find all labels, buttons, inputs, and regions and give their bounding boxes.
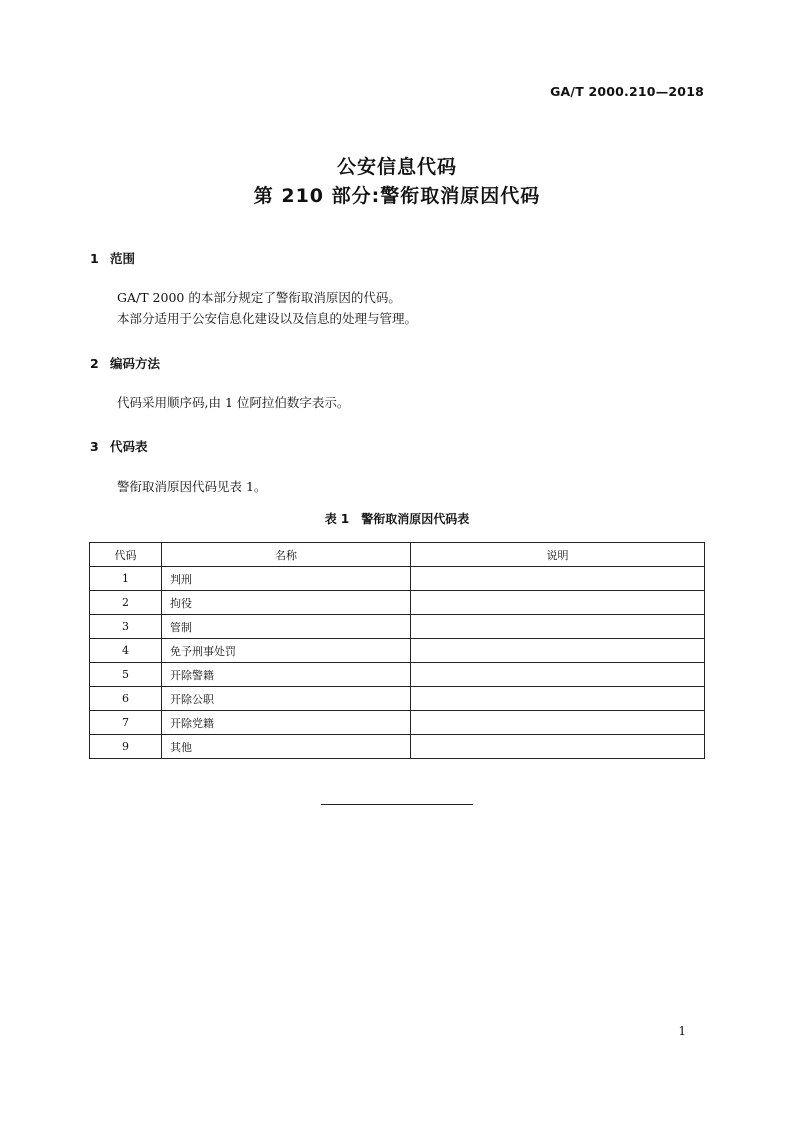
document-subtitle: 第 210 部分:警衔取消原因代码 (253, 185, 541, 207)
table-row (90, 639, 705, 663)
cell-name: 判刑 (162, 567, 411, 591)
cell-code: 1 (90, 567, 162, 591)
cell-name: 免予刑事处罚 (162, 639, 411, 663)
cell-description (411, 735, 705, 759)
section-body-coding-method (117, 392, 349, 413)
table-row (90, 567, 705, 591)
section-title: 编码方法 (110, 356, 161, 371)
cell-name: 开除党籍 (162, 711, 411, 735)
section-body-scope (117, 287, 417, 329)
cell-code: 9 (90, 735, 162, 759)
column-header-name: 名称 (162, 543, 411, 567)
paragraph: 警衔取消原因代码见表 1。 (117, 479, 267, 494)
paragraph: GA/T 2000 的本部分规定了警衔取消原因的代码。 (117, 290, 401, 305)
cell-description (411, 591, 705, 615)
cell-description (411, 663, 705, 687)
cell-description (411, 639, 705, 663)
cell-code: 4 (90, 639, 162, 663)
document-title: 公安信息代码 (336, 156, 457, 178)
section-number: 1 (90, 251, 99, 266)
section-title: 范围 (110, 251, 136, 266)
cell-code: 6 (90, 687, 162, 711)
table-row (90, 735, 705, 759)
section-body-code-table (117, 476, 266, 497)
section-number: 3 (90, 439, 99, 454)
code-table (89, 542, 705, 759)
cell-code: 7 (90, 711, 162, 735)
end-of-standard-rule (321, 804, 473, 805)
cell-description (411, 687, 705, 711)
cell-description (411, 615, 705, 639)
cell-code: 5 (90, 663, 162, 687)
cell-code: 2 (90, 591, 162, 615)
section-title: 代码表 (110, 439, 148, 454)
page-number: 1 (678, 1024, 686, 1038)
table-caption-label: 表 1 (324, 512, 350, 526)
cell-description (411, 711, 705, 735)
table-header-row (90, 543, 705, 567)
table-row (90, 687, 705, 711)
cell-name: 开除警籍 (162, 663, 411, 687)
cell-name: 管制 (162, 615, 411, 639)
cell-name: 其他 (162, 735, 411, 759)
section-heading-code-table (90, 437, 148, 455)
column-header-code: 代码 (90, 543, 162, 567)
table-row (90, 591, 705, 615)
cell-name: 拘役 (162, 591, 411, 615)
column-header-description: 说明 (411, 543, 705, 567)
table-row (90, 711, 705, 735)
section-heading-scope (90, 249, 135, 267)
cell-name: 开除公职 (162, 687, 411, 711)
standard-code: GA/T 2000.210—2018 (550, 84, 704, 99)
table-caption-title: 警衔取消原因代码表 (361, 512, 470, 526)
table-caption (0, 510, 794, 527)
table-row (90, 615, 705, 639)
cell-code: 3 (90, 615, 162, 639)
section-number: 2 (90, 356, 99, 371)
section-heading-coding-method (90, 354, 160, 372)
paragraph: 代码采用顺序码,由 1 位阿拉伯数字表示。 (117, 395, 350, 410)
table-row (90, 663, 705, 687)
paragraph: 本部分适用于公安信息化建设以及信息的处理与管理。 (117, 311, 418, 326)
cell-description (411, 567, 705, 591)
